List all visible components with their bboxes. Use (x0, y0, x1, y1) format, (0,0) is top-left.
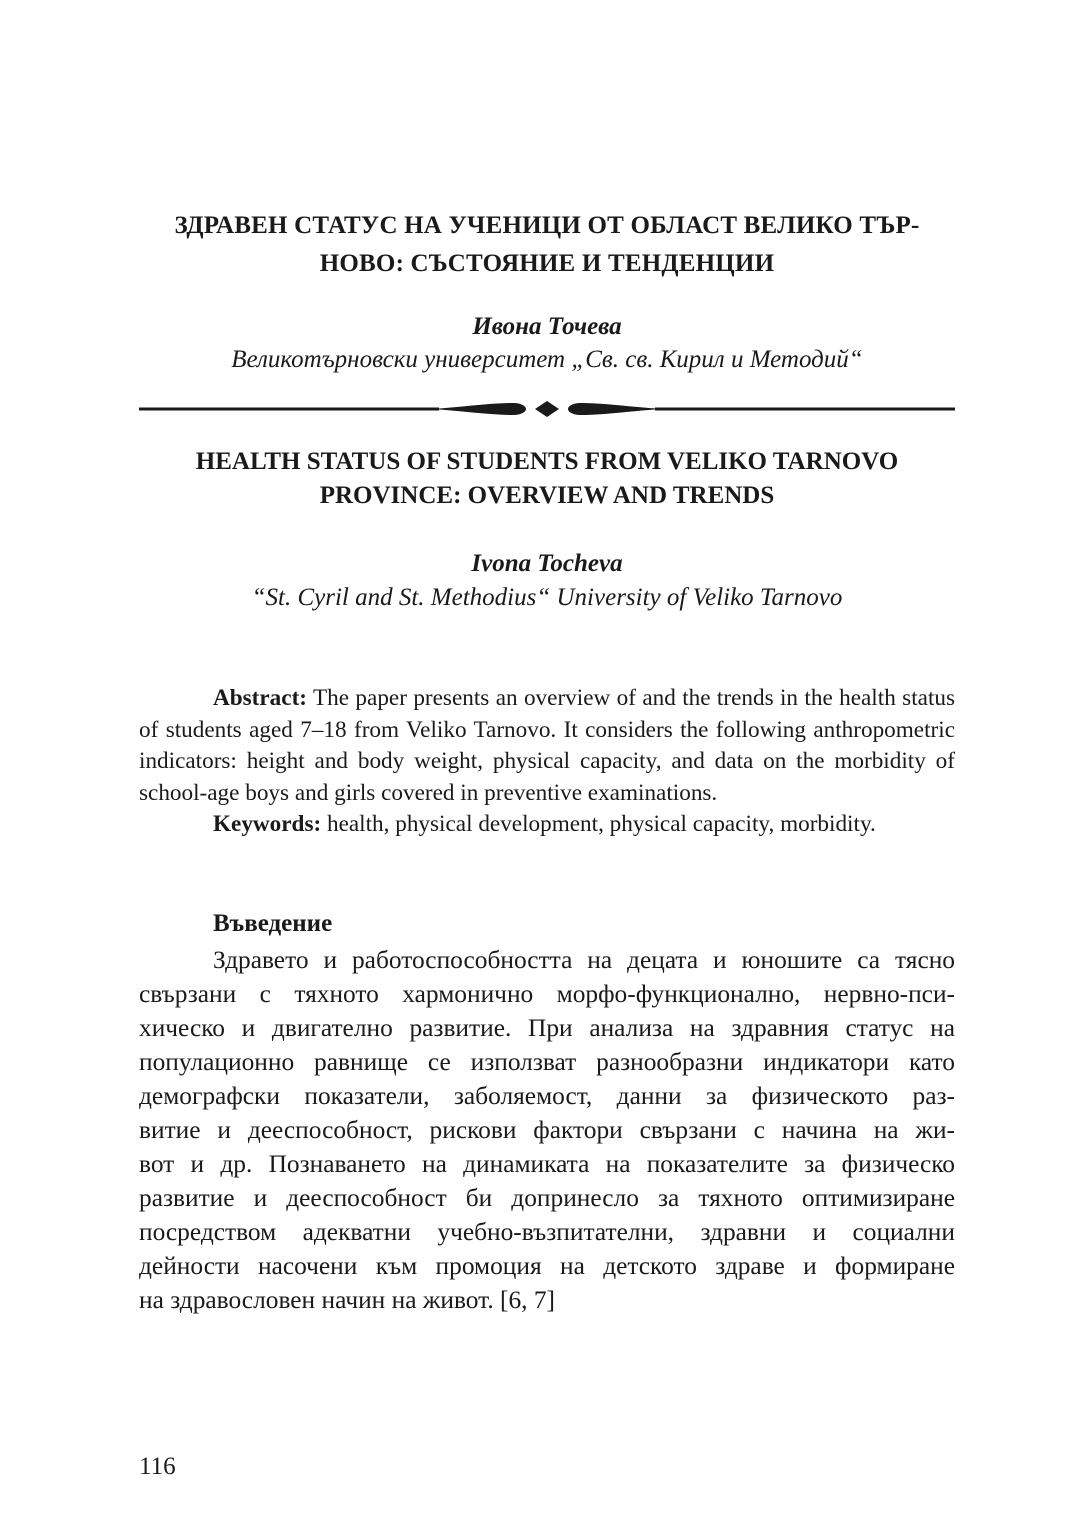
paragraph-line: демографски показатели, заболяемост, данни за физическото раз- (139, 1082, 955, 1110)
keywords-paragraph (139, 809, 955, 841)
paragraph-line: витие и дееспособност, рискови фактори свързани с начина на жи- (139, 1116, 955, 1144)
title-english (139, 445, 955, 513)
abstract-section (139, 683, 955, 841)
paragraph-line: на здравословен начин на живот. [6, 7] (139, 1286, 556, 1314)
title-bulgarian (139, 207, 955, 283)
paragraph-line: посредством адекватни учебно-възпитателни, здравни и социални (139, 1218, 955, 1246)
keywords-label: Keywords: (213, 811, 322, 838)
title-bulgarian-line-1: ЗДРАВЕН СТАТУС НА УЧЕНИЦИ ОТ ОБЛАСТ ВЕЛИКО ТЪР- (174, 212, 920, 239)
paragraph-line: популационно равнище се използват разнообразни индикатори като (139, 1048, 955, 1076)
affiliation-english: “St. Cyril and St. Methodius“ University of Veliko Tarnovo (251, 584, 843, 611)
abstract-text: The paper presents an overview of and the trends in the health status of students aged 7–18 from Veliko Tarnovo. It considers the following anthropometric indicators: height and body weight, physical capacity, and data on the morbidity of school-age boys and girls covered in preventive examinations. (139, 685, 955, 806)
paragraph-line: Здравето и работоспособността на децата и юношите са тясно (213, 946, 955, 974)
paragraph-line: хическо и двигателно развитие. При анализа на здравния статус на (139, 1014, 955, 1042)
paragraph-line: развитие и дееспособност би допринесло за тяхното оптимизиране (139, 1184, 955, 1212)
author-bulgarian: Ивона Точева (472, 313, 622, 340)
author-english: Ivona Tocheva (471, 550, 623, 577)
abstract-paragraph (139, 683, 955, 809)
title-bulgarian-line-2: НОВО: СЪСТОЯНИЕ И ТЕНДЕНЦИИ (319, 250, 775, 277)
paragraph-line: вот и др. Познаването на динамиката на показателите за физическо (139, 1150, 955, 1178)
title-english-line-1: HEALTH STATUS OF STUDENTS FROM VELIKO TARNOVO (195, 448, 899, 475)
abstract-label: Abstract: (213, 685, 308, 711)
section-heading-introduction: Въведение (213, 910, 333, 937)
paragraph-line: дейности насочени към промоция на детското здраве и формиране (139, 1252, 955, 1280)
ornament-divider-icon (139, 397, 955, 421)
title-english-line-2: PROVINCE: OVERVIEW AND TRENDS (319, 482, 775, 509)
affiliation-bulgarian: Великотърновски университет „Св. св. Кирил и Методий“ (231, 346, 863, 373)
page-number: 116 (139, 1453, 176, 1480)
introduction-paragraph (139, 943, 955, 1317)
paragraph-line: свързани с тяхното хармонично морфо-функционално, нервно-пси- (139, 980, 955, 1008)
keywords-text: health, physical development, physical capacity, morbidity. (321, 811, 876, 838)
